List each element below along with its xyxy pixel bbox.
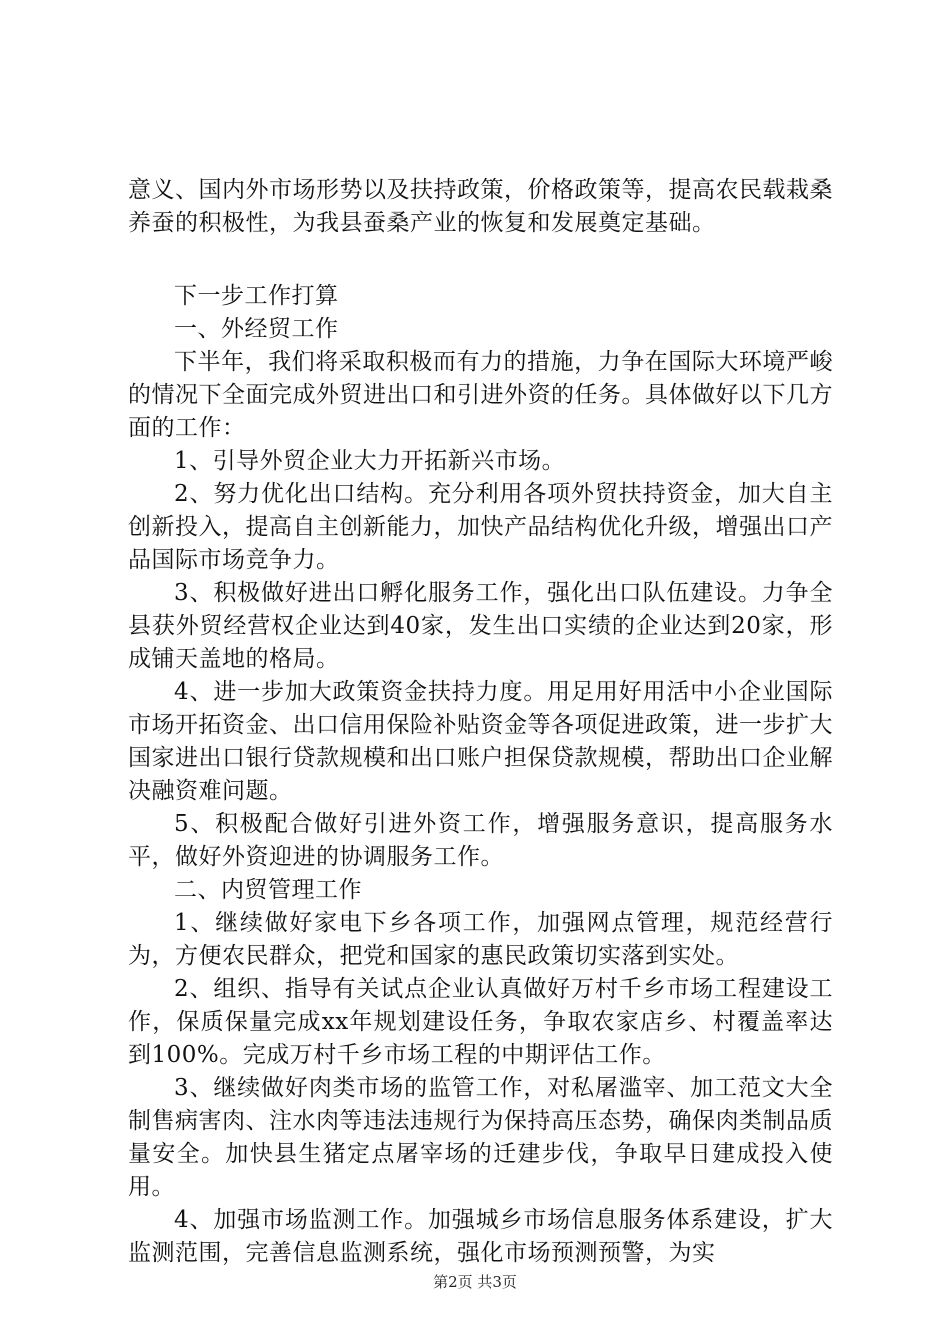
section1-item-5: 5、积极配合做好引进外资工作，增强服务意识，提高服务水平，做好外资迎进的协调服务工作。	[128, 811, 833, 870]
section1-item-4: 4、进一步加大政策资金扶持力度。用足用好用活中小企业国际市场开拓资金、出口信用保险补贴资金等各项促进政策，进一步扩大国家进出口银行贷款规模和出口账户担保贷款规模，帮助出口企业解决融资难问题。	[128, 679, 833, 804]
intro-paragraph: 意义、国内外市场形势以及扶持政策，价格政策等，提高农民载栽桑养蚕的积极性，为我县蚕桑产业的恢复和发展奠定基础。	[128, 177, 833, 236]
section2-item-1: 1、继续做好家电下乡各项工作，加强网点管理，规范经营行为，方便农民群众，把党和国家的惠民政策切实落到实处。	[128, 910, 833, 969]
page-footer: 第2页 共3页	[433, 1273, 517, 1291]
section2-title: 二、内贸管理工作	[174, 877, 362, 903]
section1-lead: 下半年，我们将采取积极而有力的措施，力争在国际大环境严峻的情况下全面完成外贸进出口和引进外资的任务。具体做好以下几方面的工作：	[128, 349, 833, 441]
section2-item-3: 3、继续做好肉类市场的监管工作，对私屠滥宰、加工范文大全制售病害肉、注水肉等违法违规行为保持高压态势，确保肉类制品质量安全。加快县生猪定点屠宰场的迁建步伐，争取早日建成投入使用。	[128, 1075, 833, 1200]
section2-item-2: 2、组织、指导有关试点企业认真做好万村千乡市场工程建设工作，保质保量完成xx年规划建设任务，争取农家店乡、村覆盖率达到100%。完成万村千乡市场工程的中期评估工作。	[128, 976, 833, 1068]
section1-item-1: 1、引导外贸企业大力开拓新兴市场。	[174, 448, 566, 474]
paragraph-gap	[128, 240, 833, 280]
section1-item-2: 2、努力优化出口结构。充分利用各项外贸扶持资金，加大自主创新投入，提高自主创新能力，加快产品结构优化升级，增强出口产品国际市场竞争力。	[128, 481, 833, 573]
section-heading: 下一步工作打算	[174, 283, 339, 309]
section1-item-3: 3、积极做好进出口孵化服务工作，强化出口队伍建设。力争全县获外贸经营权企业达到40家，发生出口实绩的企业达到20家，形成铺天盖地的格局。	[128, 580, 833, 672]
section1-title: 一、外经贸工作	[174, 316, 339, 342]
section2-item-4: 4、加强市场监测工作。加强城乡市场信息服务体系建设，扩大监测范围，完善信息监测系统，强化市场预测预警，为实	[128, 1207, 833, 1266]
document-body	[128, 174, 833, 1270]
